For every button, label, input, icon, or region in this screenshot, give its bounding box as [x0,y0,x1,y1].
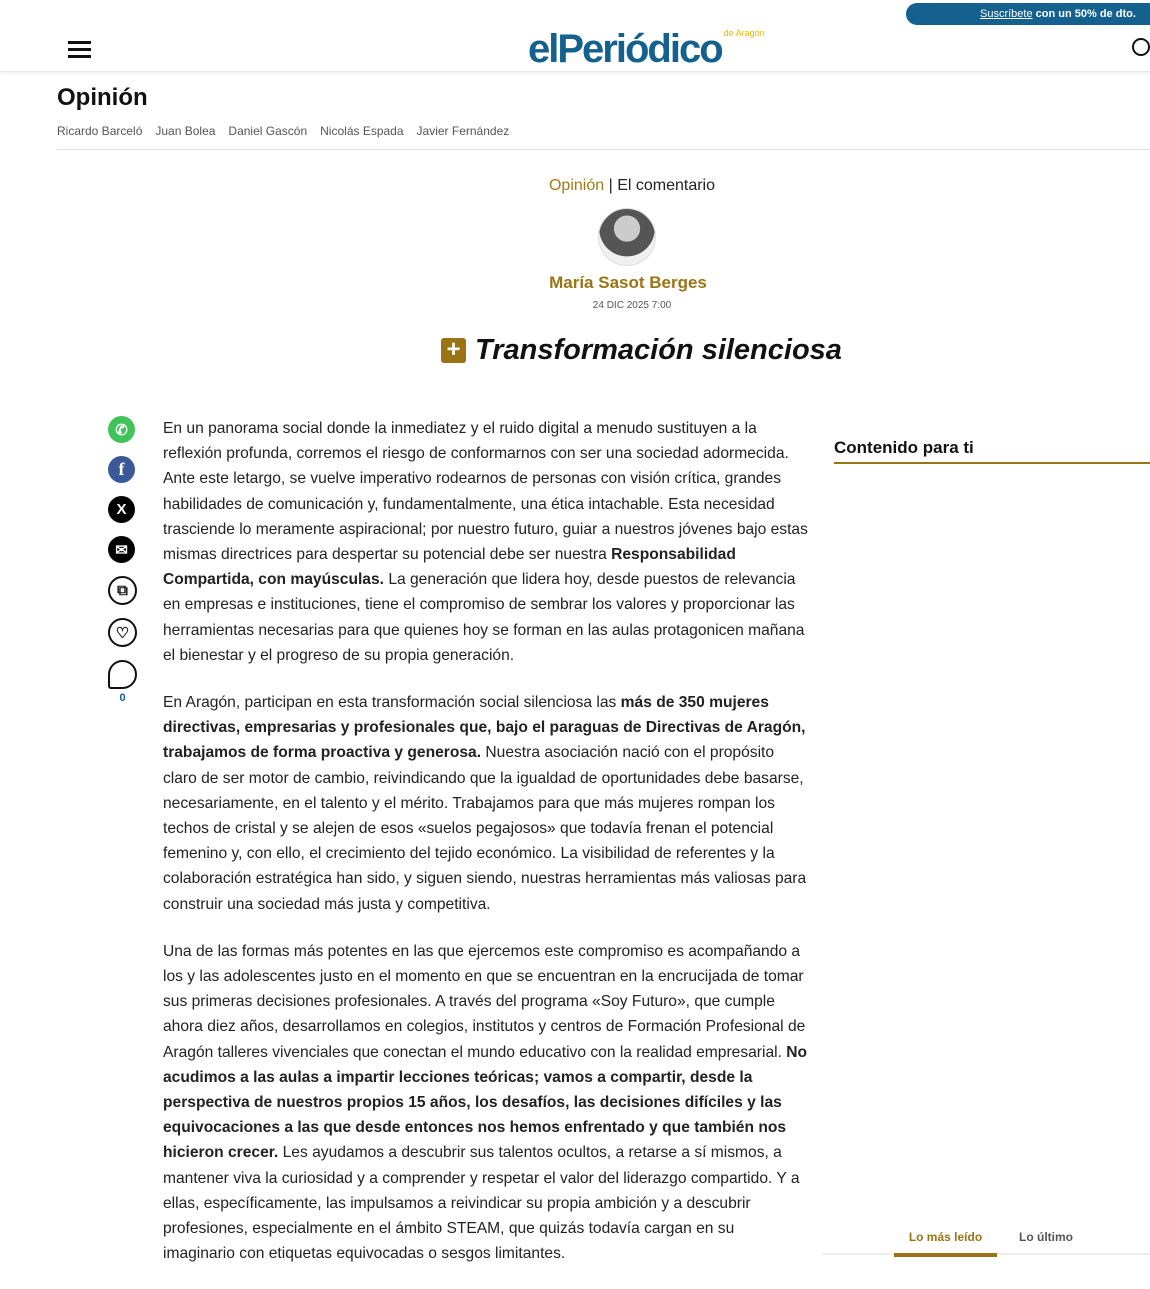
article-body [163,416,808,1289]
category-link[interactable]: Opinión [548,177,605,194]
columnist-link[interactable]: Daniel Gascón [228,124,308,138]
logo-text: elPeriódico [528,27,722,71]
subcategory: El comentario [617,177,716,194]
promo-text: con un [1032,8,1075,20]
sidebar-title: Contenido para ti [834,438,1150,464]
columnist-link[interactable]: Ricardo Barceló [57,124,143,138]
publish-date: 24 DIC 2025 7:00 [592,300,672,311]
columnist-link[interactable]: Nicolás Espada [320,124,404,138]
comment-icon[interactable] [108,660,137,689]
columnist-link[interactable]: Javier Fernández [416,124,510,138]
top-bar [0,0,1150,72]
promo-discount: 50% de dto. [1074,8,1136,20]
author-name[interactable]: María Sasot Berges [549,273,707,292]
section-title[interactable]: Opinión [57,84,148,111]
whatsapp-icon[interactable]: ✆ [108,416,135,443]
author-avatar[interactable] [598,208,656,266]
subscribe-promo[interactable] [906,3,1150,25]
divider [57,149,1150,150]
logo-subtitle: de Aragón [723,28,765,38]
comment-count: 0 [119,692,126,704]
facebook-icon[interactable]: f [108,456,135,483]
paragraph: En Aragón, participan en esta transformación social silenciosa las más de 350 mujeres directivas, empresarias y profesionales que, bajo el paraguas de Directivas de Aragón, trabajamos de forma proactiva y generosa. Nuestra asociación nació con el propósito claro de ser motor de cambio, reivindicando que la igualdad de oportunidades debe basarse, necesariamente, en el talento y el mérito. Trabajamos para que más mujeres rompan los techos de cristal y se alejen de esos «suelos pegajosos» que todavía frenan el potencial femenino y, con ello, el crecimiento del tejido económico. La visibilidad de referentes y la colaboración estratégica han sido, y siguen siendo, nuestras herramientas más valiosas para construir una sociedad más justa y competitiva. [163,694,807,913]
search-icon[interactable] [1132,38,1150,56]
menu-icon[interactable] [68,41,91,58]
paragraph: Una de las formas más potentes en las que ejercemos este compromiso es acompañando a los y las adolescentes justo en el momento en que se encuentran en la encrucijada de tomar sus primeras decisiones profesionales. A través del programa «Soy Futuro», que cumple ahora diez años, desarrollamos en colegios, institutos y centros de Formación Profesional de Aragón talleres vivenciales que conectan el mundo educativo con la realidad empresarial. No acudimos a las aulas a impartir lecciones teóricas; vamos a compartir, desde la perspectiva de nuestros propios 15 años, los desafíos, las decisiones difíciles y las equivocaciones a las que desde entonces nos hemos enfrentado y que también nos hicieron crecer. Les ayudamos a descubrir sus talentos ocultos, a retarse a sí mismos, a mantener viva la curiosidad y a comprender y respetar el valor del liderazgo compartido. Y a ellas, específicamente, las impulsamos a reivindicar su propia ambición y a descubrir profesiones, especialmente en el ámbito STEAM, que quizás todavía cargan en su imaginario con etiquetas equivocadas o sesgos limitantes. [163,942,808,1263]
tab-most-read[interactable]: Lo más leído [894,1230,997,1257]
share-bar [108,416,138,704]
separator: | [604,177,618,194]
columnist-nav [57,124,509,138]
premium-plus-icon: + [441,338,466,363]
x-icon[interactable]: X [108,496,135,523]
tab-latest[interactable]: Lo último [1019,1230,1073,1244]
paragraph: En un panorama social donde la inmediatez y el ruido digital a menudo sustituyen a la reflexión profunda, corremos el riesgo de conformarnos con ser una sociedad adormecida. Ante este letargo, se vuelve imperativo rodearnos de personas con visión crítica, grandes habilidades de comunicación y, fundamentalmente, una ética intachable. Esta necesidad trasciende lo meramente aspiracional; por nuestro futuro, guiar a nuestros jóvenes bajo estas mismas directrices para despertar su potencial debe ser nuestra Responsabilidad Compartida, con mayúsculas. La generación que lidera hoy, desde puestos de relevancia en empresas e instituciones, tiene el compromiso de sembrar los valores y proporcionar las herramientas necesarias para que quienes hoy se forman en las aulas protagonicen mañana el bienestar y el progreso de su propia generación. [163,420,808,664]
copy-icon[interactable]: ⧉ [108,576,137,605]
columnist-link[interactable]: Juan Bolea [155,124,216,138]
logo[interactable] [528,28,765,70]
headline [441,334,842,367]
article-kicker [0,177,1150,195]
subscribe-link[interactable]: Suscríbete [980,8,1033,20]
sidebar-tabs [822,1228,1150,1255]
heart-icon[interactable]: ♡ [108,618,137,647]
article-title: Transformación silenciosa [475,334,842,366]
email-icon[interactable]: ✉ [108,536,135,563]
